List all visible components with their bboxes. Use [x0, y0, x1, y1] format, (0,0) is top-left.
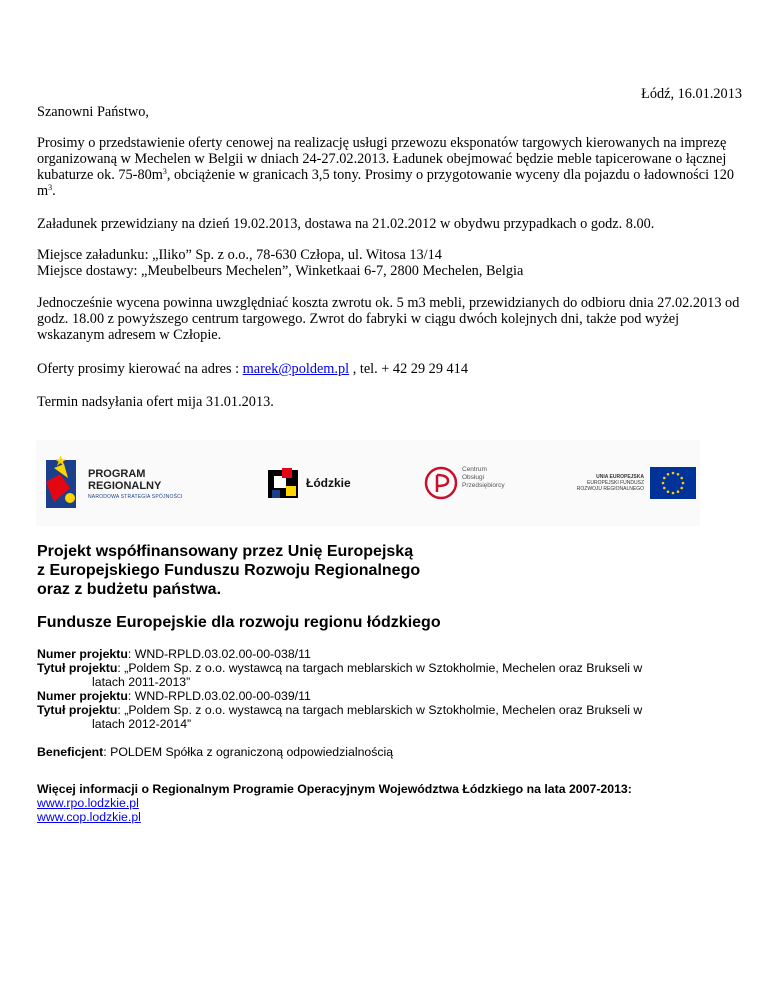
program-regionalny-logo	[36, 440, 196, 526]
project-title-2: Tytuł projektu: „Poldem Sp. z o.o. wystawcą na targach meblarskich w Sztokholmie, Mechelen oraz Brukseli w	[37, 703, 643, 717]
lodzkie-logo	[262, 440, 362, 526]
offer-request-paragraph: Prosimy o przedstawienie oferty cenowej na realizację usługi przewozu eksponatów targowych kierowanych na imprezę organizowaną w Mechelen w Belgii w dniach 24-27.02.2013. Ładunek obejmować będzie meble tapicerowane o łącznej kubaturze ok. $75-80m^3$, obciążenie w granicach 3,5 tony. Prosimy o przygotowanie wyceny dla pojazdu o ładowności 120 $m^3$.	[37, 135, 735, 199]
program-subtitle: NARODOWA STRATEGIA SPÓJNOŚCI	[88, 494, 183, 500]
beneficiary-line: Beneficjent: POLDEM Spółka z ograniczoną odpowiedzialnością	[37, 745, 394, 759]
project-title-1: Tytuł projektu: „Poldem Sp. z o.o. wystawcą na targach meblarskich w Sztokholmie, Mechelen oraz Brukseli w	[37, 661, 643, 675]
project-title-2-cont: latach 2012-2014”	[92, 717, 192, 731]
letter-date: Łódź, 16.01.2013	[641, 86, 742, 102]
deadline-paragraph: Termin nadsyłania ofert mija 31.01.2013.	[37, 394, 274, 410]
return-paragraph: Jednocześnie wycena powinna uwzględniać koszta zwrotu ok. 5 m3 mebli, przewidzianych do odbioru dnia 27.02.2013 od godz. 18.00 z powyższego centrum targowego. Zwrot do fabryki w ciągu dwóch kolejnych dni, także pod wyżej wskazanym adresem w Człopie.	[37, 295, 740, 343]
eu-line3: ROZWOJU REGIONALNEGO	[576, 486, 644, 492]
cop-line1: Centrum	[462, 466, 487, 473]
eu-erdf-logo	[556, 440, 700, 526]
program-title-line2: REGIONALNY	[88, 480, 162, 492]
eu-line2: EUROPEJSKI FUNDUSZ	[587, 480, 644, 486]
funds-heading: Fundusze Europejskie dla rozwoju regionu łódzkiego	[37, 614, 441, 631]
contact-email-link[interactable]: marek@poldem.pl	[242, 361, 350, 377]
contact-paragraph: Oferty prosimy kierować na adres : marek@poldem.pl , tel. + 42 29 29 414	[37, 361, 468, 377]
eu-flag-icon	[650, 467, 696, 499]
program-title-line1: PROGRAM	[88, 468, 146, 480]
project-title-1-cont: latach 2011-2013”	[92, 675, 191, 689]
cop-link[interactable]: www.cop.lodzkie.pl	[37, 810, 141, 824]
eu-line1: UNIA EUROPEJSKA	[596, 474, 644, 480]
places-paragraph	[37, 247, 747, 279]
lodzkie-emblem-icon	[266, 466, 302, 502]
more-info-block	[37, 782, 747, 824]
schedule-paragraph: Załadunek przewidziany na dzień 19.02.2013, dostawa na 21.02.2012 w obydwu przypadkach o godz. 8.00.	[37, 216, 655, 232]
rpo-link[interactable]: www.rpo.lodzkie.pl	[37, 796, 139, 810]
cop-logo	[420, 440, 520, 526]
project-number-1: Numer projektu: WND-RPLD.03.02.00-00-038/11	[37, 647, 311, 661]
letter-greeting: Szanowni Państwo,	[37, 104, 149, 120]
delivery-place: Miejsce dostawy: „Meubelbeurs Mechelen”, Winketkaai 6-7, 2800 Mechelen, Belgia	[37, 263, 524, 279]
more-info-text: Więcej informacji o Regionalnym Programie Operacyjnym Województwa Łódzkiego na lata 2007-2013:	[37, 782, 632, 796]
cop-line2: Obsługi	[462, 474, 485, 481]
cop-line3: Przedsiębiorcy	[462, 482, 505, 489]
cop-emblem-icon	[424, 466, 458, 500]
program-regionalny-icon	[40, 454, 84, 514]
project-cofinancing-heading: Projekt współfinansowany przez Unię Europejską z Europejskiego Funduszu Rozwoju Regionalnego oraz z budżetu państwa.	[37, 543, 421, 598]
project-number-2: Numer projektu: WND-RPLD.03.02.00-00-039/11	[37, 689, 311, 703]
project-details	[37, 647, 747, 731]
funding-logos-strip	[36, 440, 700, 526]
loading-place: Miejsce załadunku: „Iliko” Sp. z o.o., 78-630 Człopa, ul. Witosa 13/14	[37, 247, 442, 263]
lodzkie-label: Łódzkie	[306, 476, 351, 490]
